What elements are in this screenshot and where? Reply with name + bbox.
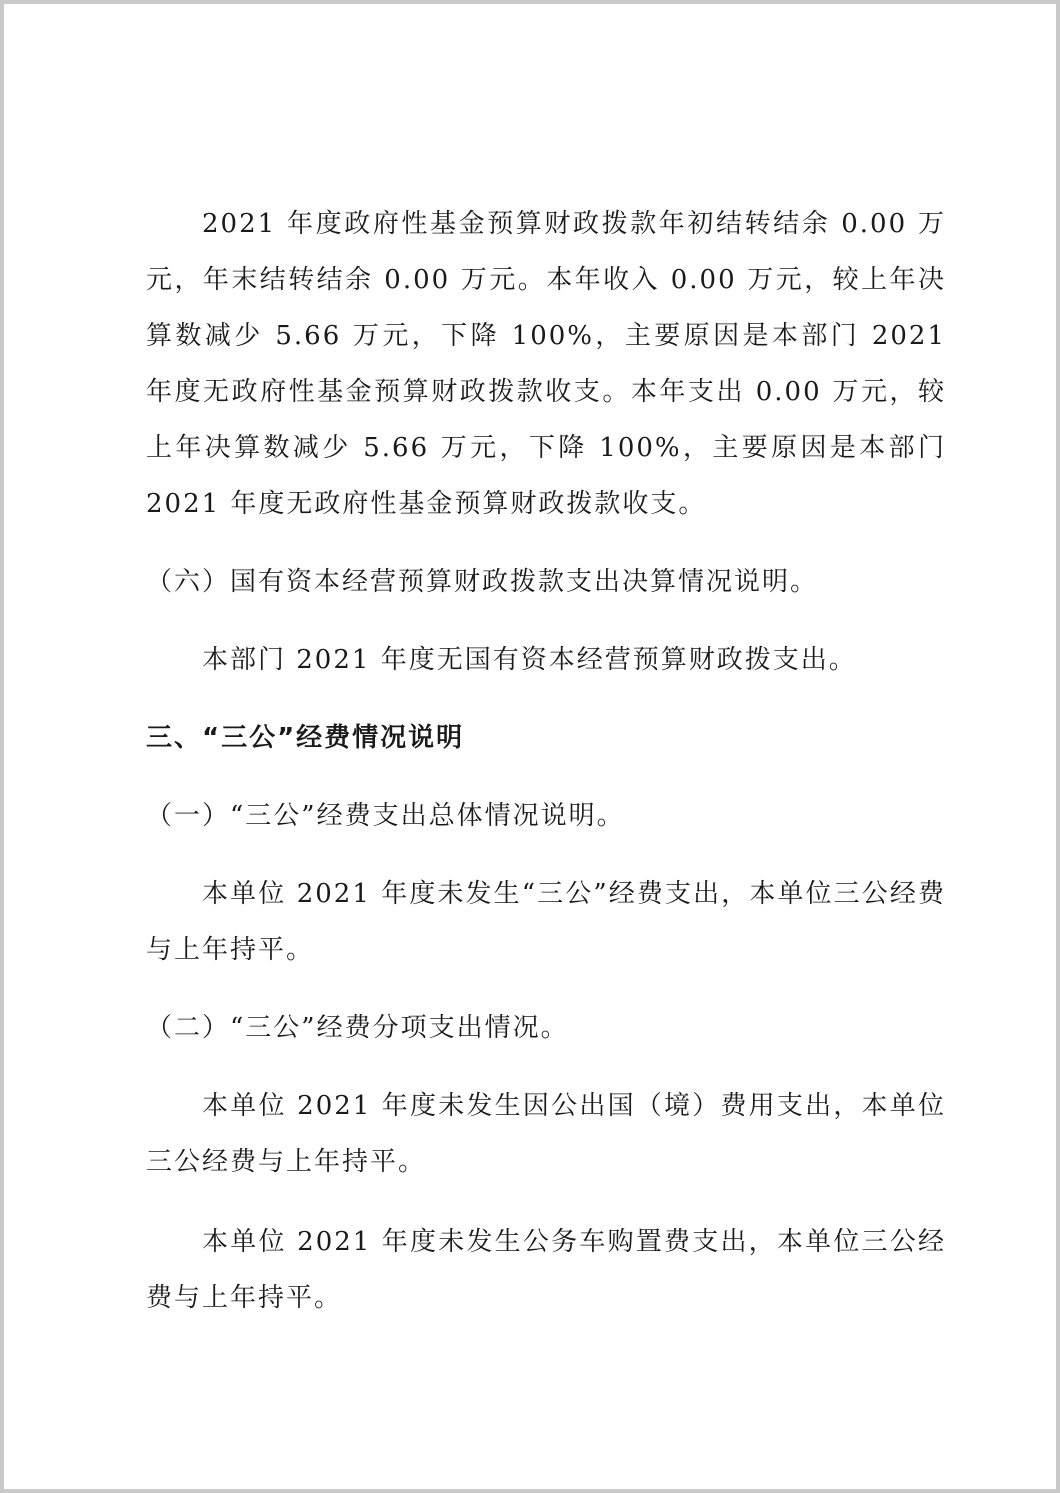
paragraph-state-capital: 本部门 2021 年度无国有资本经营预算财政拨支出。 [202, 645, 857, 675]
heading-three-public-items: （二）“三公”经费分项支出情况。 [146, 1013, 569, 1043]
paragraph-overseas-travel: 本单位 2021 年度未发生因公出国（境）费用支出，本单位三公经费与上年持平。 [146, 1091, 946, 1177]
section-heading-three-public: 三、“三公”经费情况说明 [146, 723, 465, 753]
heading-three-public-overall: （一）“三公”经费支出总体情况说明。 [146, 801, 625, 831]
heading-state-capital: （六）国有资本经营预算财政拨款支出决算情况说明。 [146, 567, 819, 597]
paragraph-vehicle-purchase: 本单位 2021 年度未发生公务车购置费支出，本单位三公经费与上年持平。 [146, 1227, 946, 1313]
paragraph-three-public-overall: 本单位 2021 年度未发生“三公”经费支出，本单位三公经费与上年持平。 [146, 879, 946, 965]
paragraph-government-fund: 2021 年度政府性基金预算财政拨款年初结转结余 0.00 万元，年末结转结余 0.00 万元。本年收入 0.00 万元，较上年决算数减少 5.66 万元，下降 100%，主要原因是本部门 2021 年度无政府性基金预算财政拨款收支。本年支出 0.00 万元，较上年决算数减少 5.66 万元，下降 100%，主要原因是本部门 2021 年度无政府性基金预算财政拨款收支。 [146, 209, 946, 519]
document-body [146, 196, 946, 1326]
